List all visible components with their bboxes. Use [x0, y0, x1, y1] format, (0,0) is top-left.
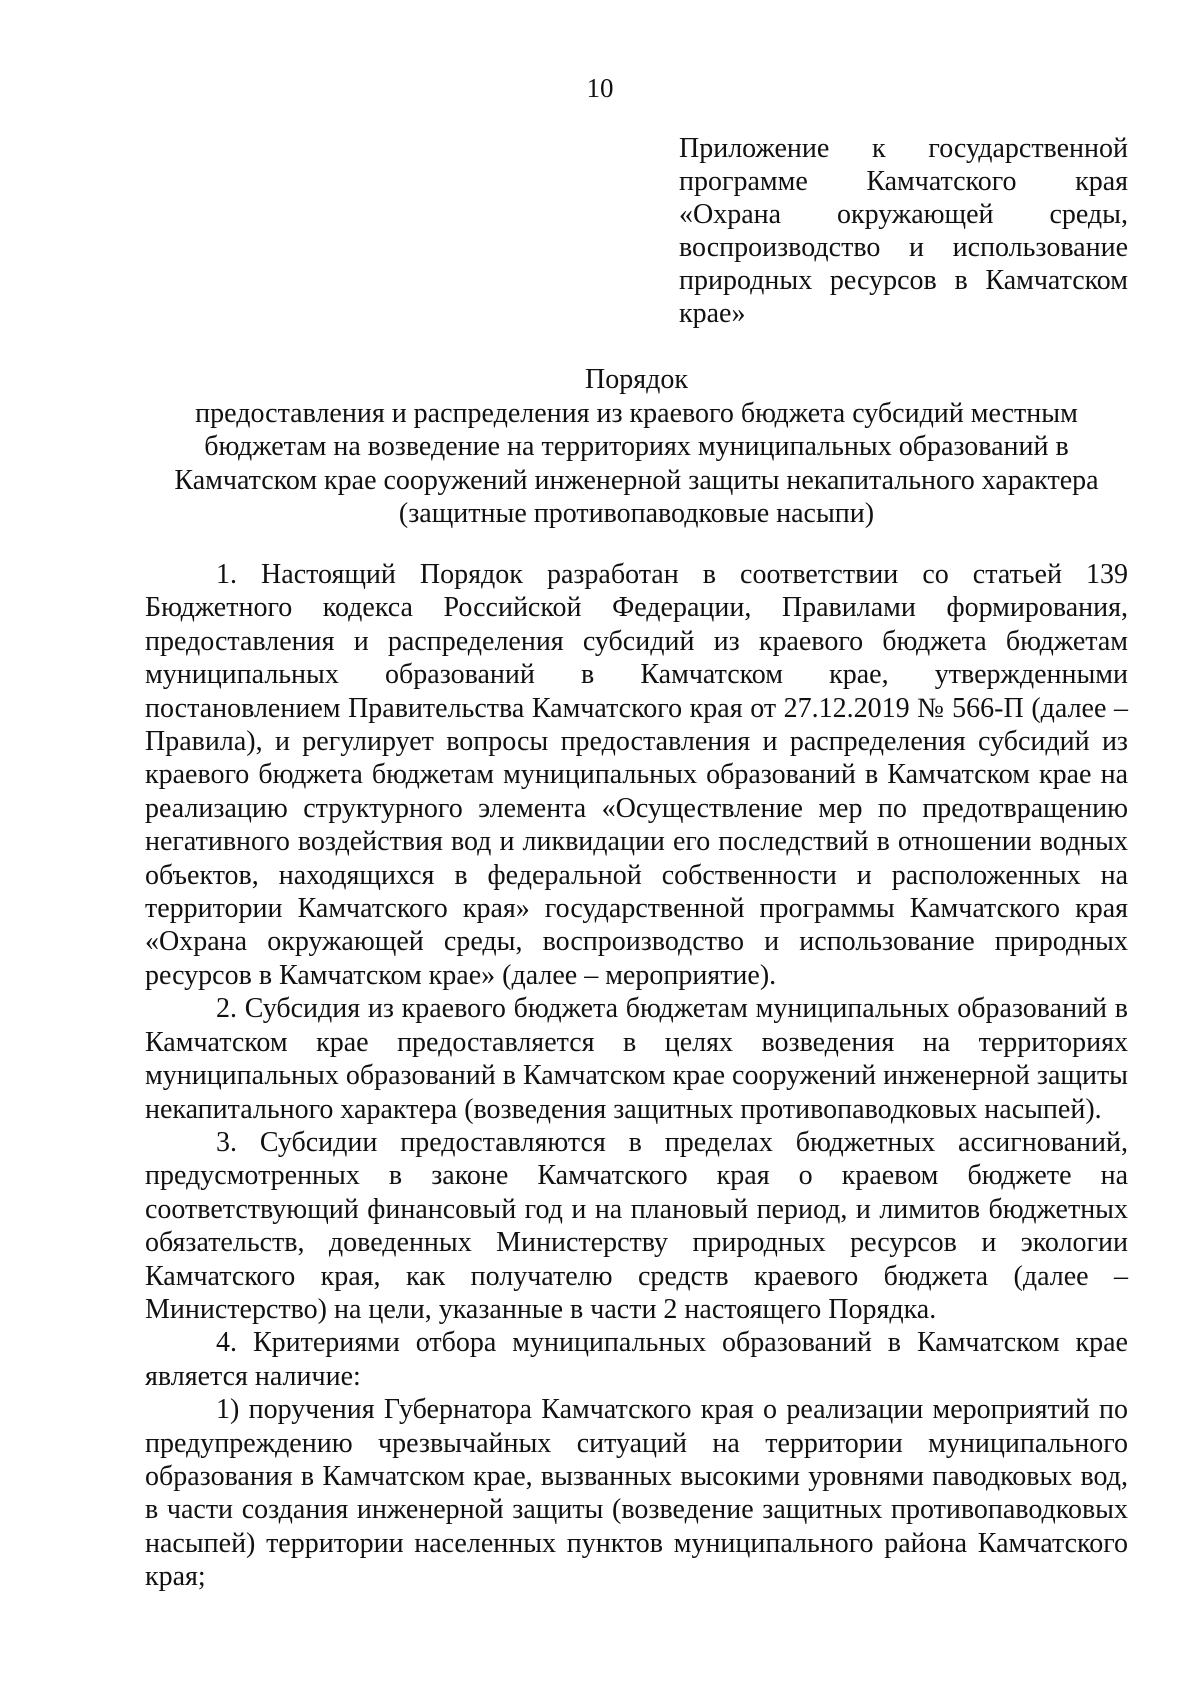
title-heading: Порядок: [585, 364, 688, 395]
appendix-note: [679, 132, 1128, 330]
page-number: 10: [586, 73, 614, 103]
document-body: [145, 558, 1128, 1594]
appendix-line: воспроизводство и использование: [679, 232, 1128, 263]
paragraph-3: 3. Субсидии предоставляются в пределах бюджетных ассигнований, предусмотренных в законе Камчатского края о краевом бюджете на соответствующий финансовый год и на плановый период, и лимитов бюджетных обязательств, доведенных Министерству природных ресурсов и экологии Камчатского края, как получателю средств краевого бюджета (далее – Министерство) на цели, указанные в части 2 настоящего Порядка.: [145, 1126, 1128, 1325]
paragraph-2: 2. Субсидия из краевого бюджета бюджетам муниципальных образований в Камчатском крае предоставляется в целях возведения на территориях муниципальных образований в Камчатском крае сооружений инженерной защиты некапитального характера (возведения защитных противопаводковых насыпей).: [145, 993, 1128, 1125]
appendix-line: природных ресурсов в Камчатском: [679, 265, 1128, 296]
paragraph-4-item-1: 1) поручения Губернатора Камчатского края о реализации мероприятий по предупреждению чрезвычайных ситуаций на территории муниципального образования в Камчатском крае, вызванных высокими уровнями паводковых вод, в части создания инженерной защиты (возведение защитных противопаводковых насыпей) территории населенных пунктов муниципального района Камчатского края;: [145, 1394, 1128, 1593]
appendix-line: Приложение к государственной: [679, 133, 1128, 164]
paragraph-4: 4. Критериями отбора муниципальных образований в Камчатском крае является наличие:: [145, 1327, 1128, 1392]
appendix-line: «Охрана окружающей среды,: [679, 199, 1128, 230]
appendix-line: программе Камчатского края: [679, 166, 1128, 197]
document-title: [145, 363, 1128, 531]
title-subtitle: предоставления и распределения из краевого бюджета субсидий местным бюджетам на возведение на территориях муниципальных образований в Камчатском крае сооружений инженерной защиты некапитального характера (защитные противопаводковые насыпи): [174, 397, 1099, 529]
paragraph-1: 1. Настоящий Порядок разработан в соответствии со статьей 139 Бюджетного кодекса Российской Федерации, Правилами формирования, предоставления и распределения субсидий из краевого бюджета бюджетам муниципальных образований в Камчатском крае, утвержденными постановлением Правительства Камчатского края от 27.12.2019 № 566-П (далее – Правила), и регулирует вопросы предоставления и распределения субсидий из краевого бюджета бюджетам муниципальных образований в Камчатском крае на реализацию структурного элемента «Осуществление мер по предотвращению негативного воздействия вод и ликвидации его последствий в отношении водных объектов, находящихся в федеральной собственности и расположенных на территории Камчатского края» государственной программы Камчатского края «Охрана окружающей среды, воспроизводство и использование природных ресурсов в Камчатском крае» (далее – мероприятие).: [145, 559, 1128, 991]
appendix-line: крае»: [679, 298, 746, 329]
